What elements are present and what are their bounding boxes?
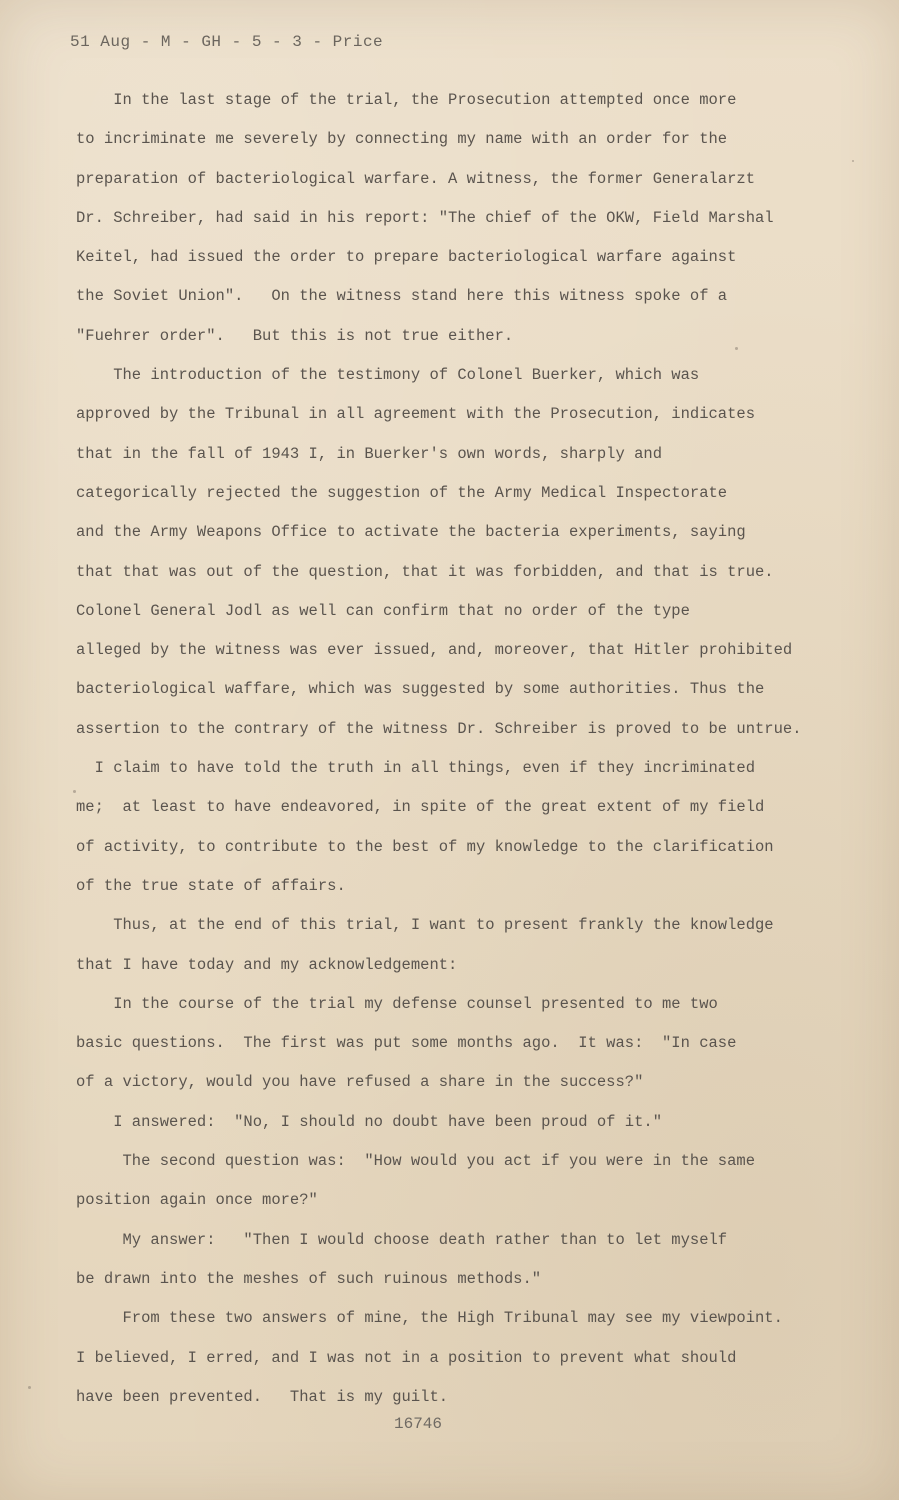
body-text — [76, 88, 836, 1424]
text-line: bacteriological waffare, which was suggested by some authorities. Thus the — [76, 680, 765, 699]
text-line: Keitel, had issued the order to prepare bacteriological warfare against — [76, 248, 737, 267]
text-line: I claim to have told the truth in all things, even if they incriminated — [76, 759, 756, 778]
text-line: position again once more?" — [76, 1191, 318, 1210]
text-line: the Soviet Union". On the witness stand here this witness spoke of a — [76, 287, 728, 306]
paper-speck — [28, 1386, 31, 1389]
text-line: The second question was: "How would you act if you were in the same — [76, 1152, 756, 1171]
text-line: and the Army Weapons Office to activate the bacteria experiments, saying — [76, 523, 746, 542]
text-line: of the true state of affairs. — [76, 876, 346, 895]
page-header: 51 Aug - M - GH - 5 - 3 - Price — [70, 33, 384, 51]
text-line: of activity, to contribute to the best of my knowledge to the clarification — [76, 837, 774, 856]
text-line: have been prevented. That is my guilt. — [76, 1387, 449, 1406]
text-line: In the last stage of the trial, the Prosecution attempted once more — [76, 91, 737, 109]
page-number: 16746 — [394, 1415, 443, 1433]
text-line: preparation of bacteriological warfare. A witness, the former Generalarzt — [76, 169, 756, 188]
text-line: that in the fall of 1943 I, in Buerker's own words, sharply and — [76, 444, 662, 463]
text-line: that I have today and my acknowledgement: — [76, 955, 458, 974]
text-line: alleged by the witness was ever issued, and, moreover, that Hitler prohibited — [76, 641, 793, 660]
text-line: My answer: "Then I would choose death rather than to let myself — [76, 1230, 728, 1249]
text-line: Thus, at the end of this trial, I want to present frankly the knowledge — [76, 916, 774, 935]
text-line: I answered: "No, I should no doubt have been proud of it." — [76, 1112, 662, 1131]
text-line: Dr. Schreiber, had said in his report: "The chief of the OKW, Field Marshal — [76, 208, 774, 227]
text-line: categorically rejected the suggestion of the Army Medical Inspectorate — [76, 483, 728, 502]
paper-speck — [73, 790, 76, 793]
text-line: me; at least to have endeavored, in spite of the great extent of my field — [76, 798, 765, 817]
text-line: In the course of the trial my defense counsel presented to me two — [76, 994, 718, 1013]
text-line: be drawn into the meshes of such ruinous methods." — [76, 1269, 542, 1288]
paper-speck — [735, 347, 738, 350]
text-line: The introduction of the testimony of Colonel Buerker, which was — [76, 366, 700, 385]
text-line: approved by the Tribunal in all agreement with the Prosecution, indicates — [76, 405, 756, 424]
text-line: I believed, I erred, and I was not in a position to prevent what should — [76, 1348, 737, 1367]
text-line: of a victory, would you have refused a share in the success?" — [76, 1073, 644, 1092]
text-line: "Fuehrer order". But this is not true either. — [76, 326, 514, 345]
paper-speck — [852, 160, 854, 162]
text-line: assertion to the contrary of the witness Dr. Schreiber is proved to be untrue. — [76, 719, 802, 738]
text-line: basic questions. The first was put some months ago. It was: "In case — [76, 1034, 737, 1053]
text-line: Colonel General Jodl as well can confirm that no order of the type — [76, 601, 690, 620]
text-line: From these two answers of mine, the High Tribunal may see my viewpoint. — [76, 1309, 783, 1328]
text-line: to incriminate me severely by connecting my name with an order for the — [76, 130, 728, 149]
text-line: that that was out of the question, that it was forbidden, and that is true. — [76, 562, 774, 581]
